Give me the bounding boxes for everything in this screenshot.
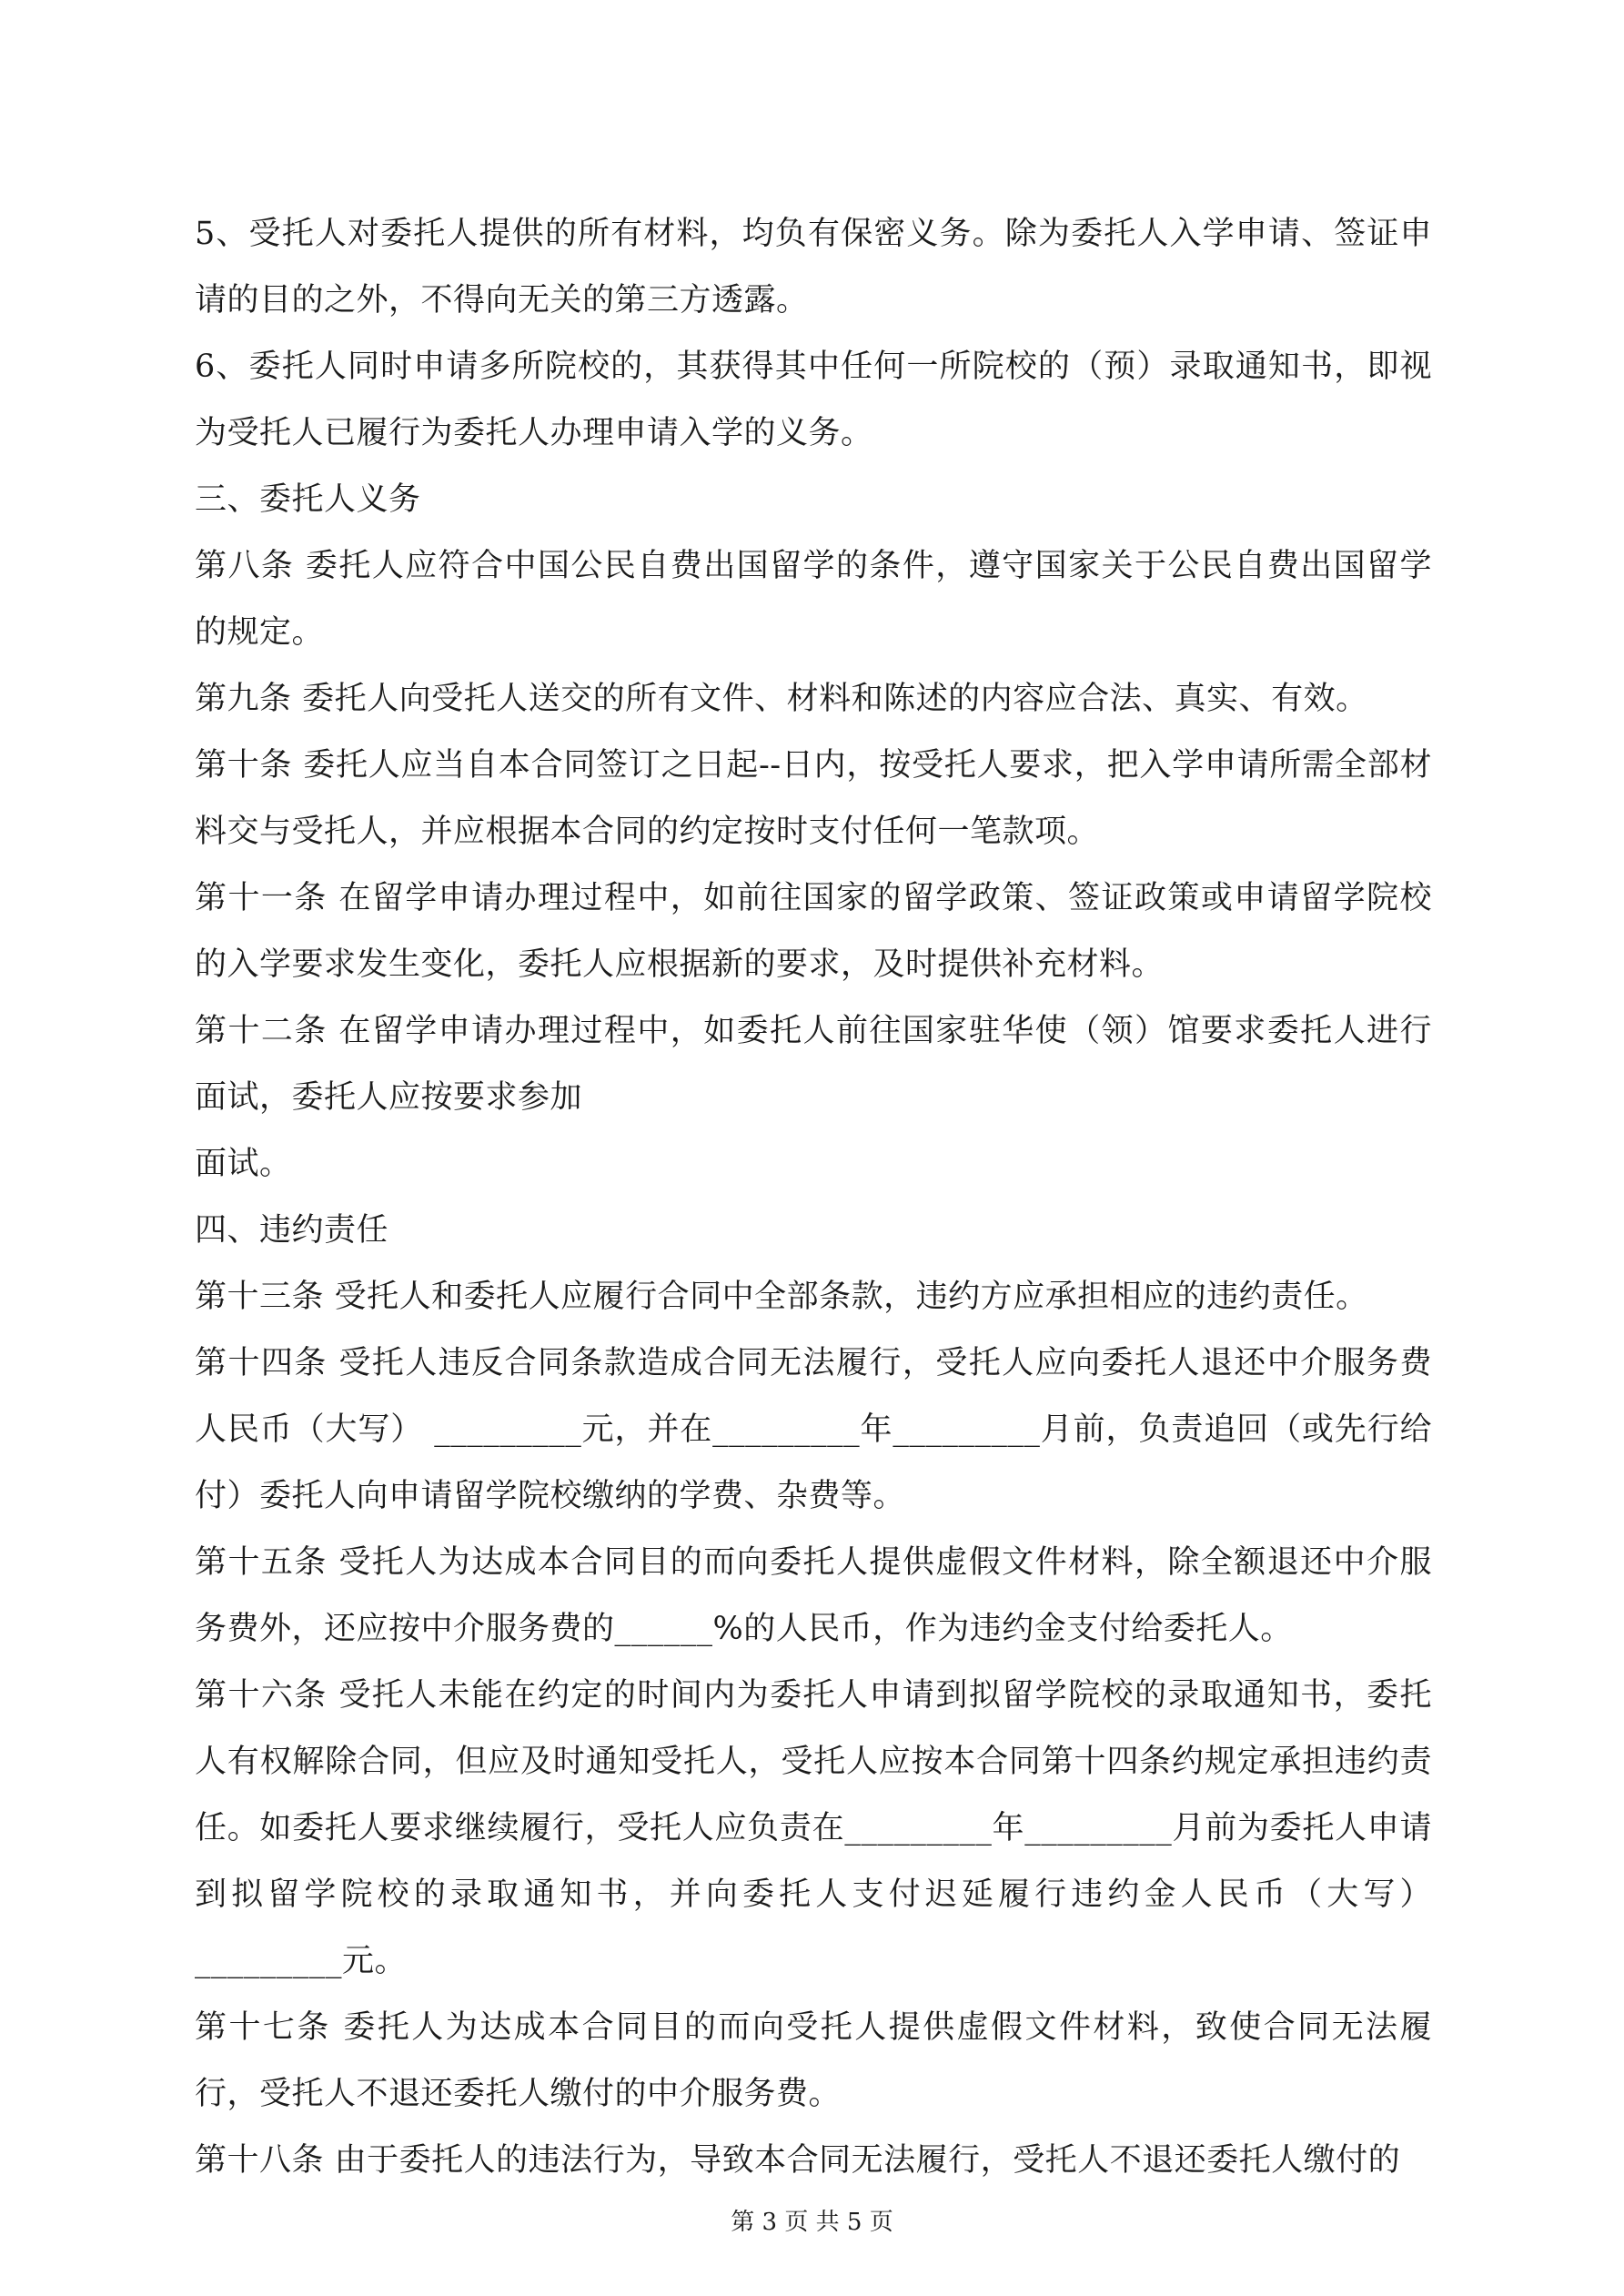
article-15: 第十五条 受托人为达成本合同目的而向委托人提供虚假文件材料，除全额退还中介服务费外，还应按中介服务费的______%的人民币，作为违约金支付给委托人。: [195, 1544, 1432, 1647]
section-heading-client-obligations: 三、委托人义务: [195, 481, 421, 518]
section-heading-liability: 四、违约责任: [195, 1212, 389, 1249]
article-17: 第十七条 委托人为达成本合同目的而向受托人提供虚假文件材料，致使合同无法履行，受托人不退还委托人缴付的中介服务费。: [195, 2009, 1432, 2112]
article-14: 第十四条 受托人违反合同条款造成合同无法履行，受托人应向委托人退还中介服务费人民币（大写） _________元，并在_________年_________月前，负责追回（或先行给付）委托人向申请留学院校缴纳的学费、杂费等。: [195, 1345, 1432, 1514]
article-10: 第十条 委托人应当自本合同签订之日起--日内，按受托人要求，把入学申请所需全部材料交与受托人，并应根据本合同的约定按时支付任何一笔款项。: [195, 747, 1432, 850]
page-number-footer: 第 3 页 共 5 页: [731, 2209, 893, 2236]
paragraph-multiple-schools: 6、委托人同时申请多所院校的，其获得其中任何一所院校的（预）录取通知书，即视为受托人已履行为委托人办理申请入学的义务。: [195, 349, 1432, 451]
article-8: 第八条 委托人应符合中国公民自费出国留学的条件，遵守国家关于公民自费出国留学的规定。: [195, 548, 1432, 651]
article-12: 第十二条 在留学申请办理过程中，如委托人前往国家驻华使（领）馆要求委托人进行面试，委托人应按要求参加: [195, 1013, 1432, 1116]
article-11: 第十一条 在留学申请办理过程中，如前往国家的留学政策、签证政策或申请留学院校的入学要求发生变化，委托人应根据新的要求，及时提供补充材料。: [195, 880, 1432, 983]
article-16: 第十六条 受托人未能在约定的时间内为委托人申请到拟留学院校的录取通知书，委托人有权解除合同，但应及时通知受托人，受托人应按本合同第十四条约规定承担违约责任。如委托人要求继续履行，受托人应负责在_________年_________月前为委托人申请到拟留学院校的录取通知书，并向委托人支付迟延履行违约金人民币（大写）_________元。: [195, 1677, 1432, 1979]
article-12-continuation: 面试。: [195, 1146, 292, 1182]
paragraph-confidentiality: 5、受托人对委托人提供的所有材料，均负有保密义务。除为委托人入学申请、签证申请的目的之外，不得向无关的第三方透露。: [195, 216, 1432, 319]
article-9: 第九条 委托人向受托人送交的所有文件、材料和陈述的内容应合法、真实、有效。: [195, 681, 1368, 717]
article-13: 第十三条 受托人和委托人应履行合同中全部条款，违约方应承担相应的违约责任。: [195, 1279, 1368, 1315]
article-18: 第十八条 由于委托人的违法行为，导致本合同无法履行，受托人不退还委托人缴付的: [195, 2142, 1401, 2179]
document-body: [195, 201, 1432, 2194]
